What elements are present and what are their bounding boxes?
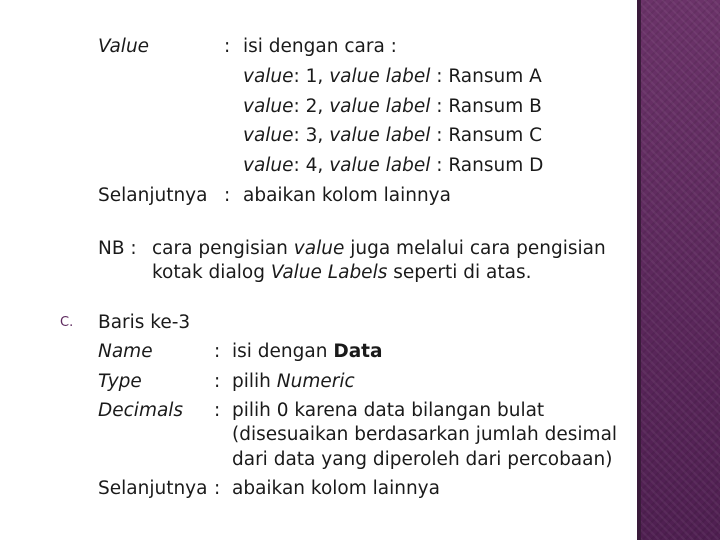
name-colon: : xyxy=(214,341,221,362)
selanjutnya-colon: : xyxy=(224,185,231,206)
value-entry xyxy=(243,127,542,146)
nb-italic: value xyxy=(293,238,345,259)
selanjutnya-text: abaikan kolom lainnya xyxy=(243,185,451,206)
value-word: value xyxy=(243,155,294,176)
nb-prefix: NB : xyxy=(98,238,137,259)
decorative-sidebar xyxy=(641,0,720,540)
selanjutnya-term: Selanjutnya xyxy=(98,185,208,206)
type-italic: Numeric xyxy=(276,371,355,392)
name-bold: Data xyxy=(333,341,383,362)
selanjutnya-text-2: abaikan kolom lainnya xyxy=(232,478,440,499)
type-text xyxy=(232,373,355,392)
value-colon: : xyxy=(224,36,231,57)
label-word: value label xyxy=(329,155,431,176)
value-num: : 4, xyxy=(293,155,330,176)
label-word: value label xyxy=(329,125,431,146)
label-word: value label xyxy=(329,66,431,87)
label-text: : Ransum B xyxy=(436,96,542,117)
value-num: : 1, xyxy=(293,66,330,87)
decimals-line-2: (disesuaikan berdasarkan jumlah desimal xyxy=(232,424,618,445)
value-num: : 2, xyxy=(293,96,330,117)
name-term: Name xyxy=(98,341,153,362)
value-entry xyxy=(243,98,542,117)
nb-text: cara pengisian xyxy=(152,238,294,259)
decimals-line-1: pilih 0 karena data bilangan bulat xyxy=(232,400,545,421)
list-bullet: C. xyxy=(60,315,74,330)
selanjutnya-colon-2: : xyxy=(214,478,221,499)
value-term: Value xyxy=(98,36,150,57)
selanjutnya-term-2: Selanjutnya xyxy=(98,478,208,499)
label-text: : Ransum D xyxy=(436,155,544,176)
value-num: : 3, xyxy=(293,125,330,146)
section-heading: Baris ke-3 xyxy=(98,312,191,333)
name-text xyxy=(232,343,383,362)
value-intro: isi dengan cara : xyxy=(243,36,397,57)
type-term: Type xyxy=(98,371,142,392)
nb-line-1 xyxy=(152,240,606,259)
nb-text: kotak dialog xyxy=(152,262,271,283)
value-word: value xyxy=(243,66,294,87)
label-word: value label xyxy=(329,96,431,117)
value-word: value xyxy=(243,125,294,146)
nb-text: seperti di atas. xyxy=(387,262,532,283)
nb-line-2 xyxy=(152,264,531,283)
type-colon: : xyxy=(214,371,221,392)
value-word: value xyxy=(243,96,294,117)
value-entry xyxy=(243,68,542,87)
name-desc: isi dengan xyxy=(232,341,334,362)
type-desc: pilih xyxy=(232,371,277,392)
decimals-colon: : xyxy=(214,400,221,421)
decimals-line-3: dari data yang diperoleh dari percobaan) xyxy=(232,449,613,470)
label-text: : Ransum A xyxy=(436,66,542,87)
nb-italic: Value Labels xyxy=(270,262,388,283)
decimals-term: Decimals xyxy=(98,400,184,421)
nb-text: juga melalui cara pengisian xyxy=(344,238,606,259)
value-entry xyxy=(243,157,543,176)
label-text: : Ransum C xyxy=(436,125,543,146)
